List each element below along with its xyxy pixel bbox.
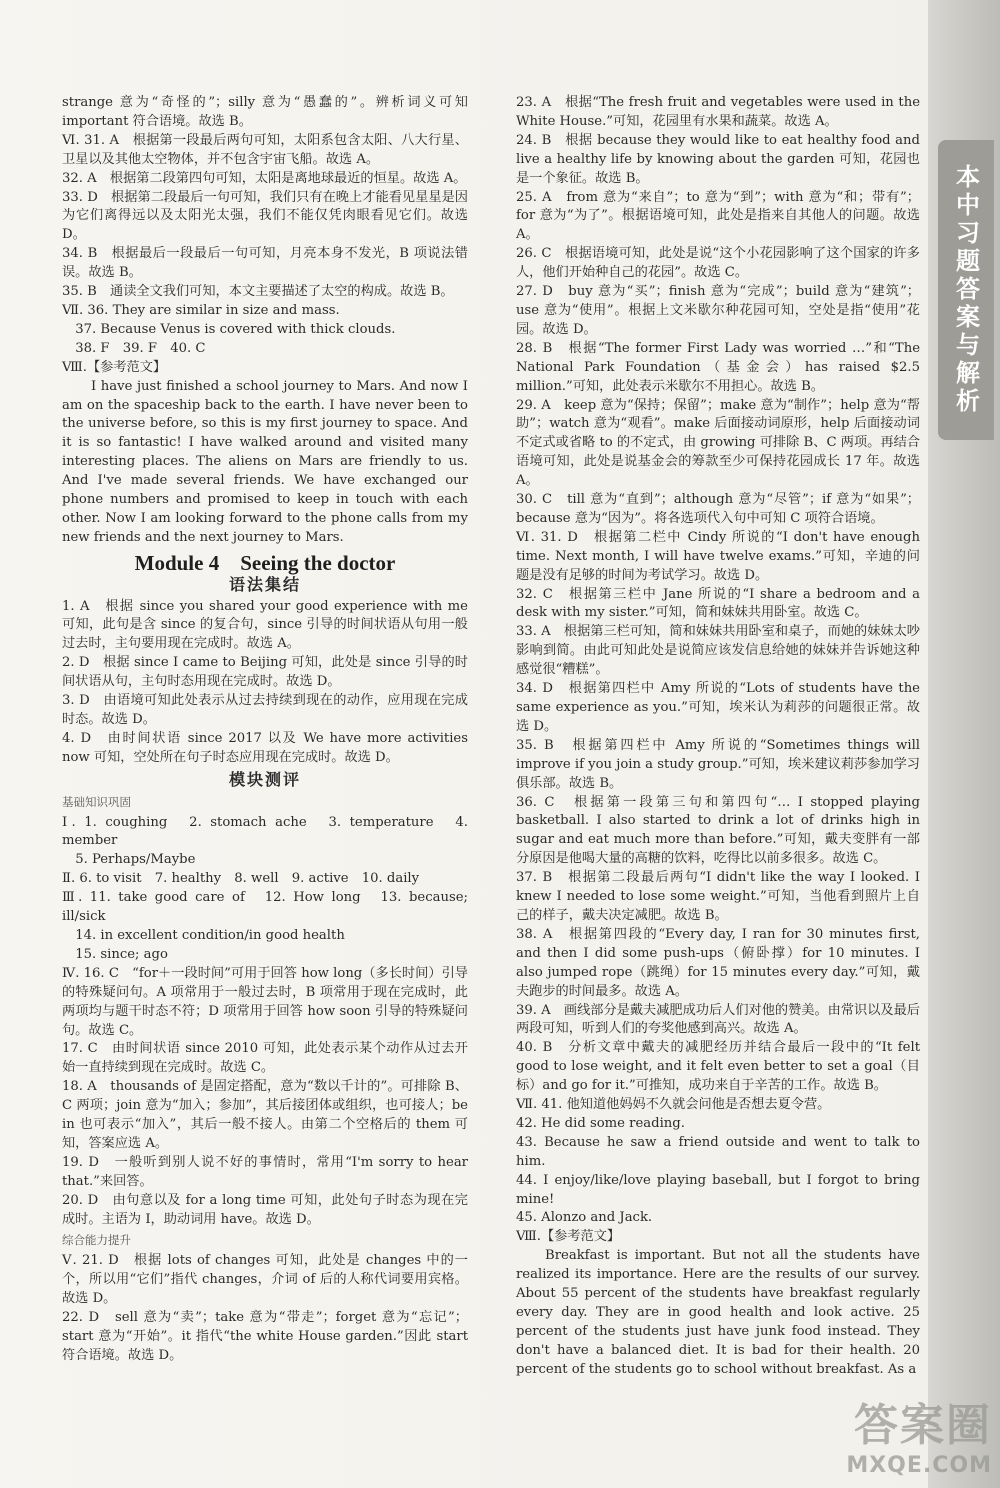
- answer-line: 44. I enjoy/like/love playing baseball, but I forgot to bring mine!: [516, 1172, 920, 1207]
- answer-line: Ⅵ. 31. A 根据第一段最后两句可知，太阳系包含太阳、八大行星、卫星以及其他太空物体，并不包含宇宙飞船。故选 A。: [62, 132, 468, 167]
- answer-line: 23. A 根据“The fresh fruit and vegetables were used in the White House.”可知，花园里有水果和蔬菜。故选 A。: [516, 95, 920, 129]
- answer-line: 43. Because he saw a friend outside and went to talk to him.: [516, 1134, 920, 1169]
- side-tab-label: [938, 140, 994, 440]
- answer-line: Ⅶ. 36. They are similar in size and mass.: [62, 302, 340, 318]
- answer-line: 22. D sell 意为“卖”；take 意为“带走”；forget 意为“忘记”；start 意为“开始”。it 指代“the white House garden.”因此 start 符合语境。故选 D。: [62, 1310, 468, 1363]
- answer-line: 18. A thousands of 是固定搭配，意为“数以千计的”。可排除 B、C 两项；join 意为“加入；参加”，其后接团体或组织，也可接人；be in 也可表示“加入”，其后一般不接人。由第二个空格后的 them 可知，答案应选 A。: [62, 1079, 468, 1151]
- answer-line: 1. A 根据 since you shared your good experience with me 可知，此句是含 since 的复合句，since 引导的时间状语从句用一般过去时，主句要用现在完成时。故选 A。: [62, 598, 468, 652]
- answer-line: 36. C 根据第一段第三句和第四句“… I stopped playing basketball. I also started to drink a lot of drinks high in sugar and eat much more than before.”可知，戴夫变胖有一部分原因是他喝大量的高糖的饮料，吃得比以前多很多。故选 C。: [516, 794, 920, 867]
- answer-line: Ⅴ. 21. D 根据 lots of changes 可知，此处是 changes 中的一个，所以用“它们”指代 changes，介词 of 后的人称代词要用宾格。故选 D。: [62, 1253, 468, 1307]
- basic-knowledge-label: 基础知识巩固: [62, 794, 131, 809]
- answer-line: Ⅲ. 11. take good care of 12. How long 13. because; ill/sick: [62, 890, 468, 925]
- answer-line: 17. C 由时间状语 since 2010 可知，此处表示某个动作从过去开始一直持续到现在完成时。故选 C。: [62, 1041, 468, 1076]
- answer-line: Ⅶ. 41. 他知道他妈妈不久就会问他是否想去夏令营。: [516, 1097, 831, 1113]
- answer-line: 35. B 根据第四栏中 Amy 所说的“Sometimes things will improve if you join a study group.”可知，埃米建议莉莎参加学习俱乐部。故选 B。: [516, 737, 920, 791]
- answer-line: 42. He did some reading.: [516, 1115, 685, 1131]
- answer-line: 24. B 根据 because they would like to eat healthy food and live a healthy life by knowing about the garden 可知，花园也是一个象征。故选 B。: [516, 132, 920, 186]
- answer-line: Ⅱ. 6. to visit 7. healthy 8. well 9. active 10. daily: [62, 871, 420, 887]
- answer-line: Ⅳ. 16. C “for＋一段时间”可用于回答 how long（多长时间）引导的特殊疑问句。A 项常用于一般过去时，B 项常用于现在完成时，此两项均与题干时态不符；D 项常用于回答 how soon 引导的特殊疑问句。故选 C。: [62, 965, 468, 1038]
- answer-line: 34. D 根据第四栏中 Amy 所说的“Lots of students have the same experience as you.”可知，埃米认为莉莎的问题很正常。故选 D。: [516, 681, 920, 734]
- comprehensive-ability-label: 综合能力提升: [62, 1233, 131, 1248]
- answer-line: 37. B 根据第二段最后两句“I didn't like the way I looked. I knew I needed to lose some weight.”可知，当他看到照片上自己的样子，戴夫决定减肥。故选 B。: [516, 870, 920, 923]
- answer-line: 20. D 由句意以及 for a long time 可知，此处句子时态为现在完成时。主语为 I，助动词用 have。故选 D。: [62, 1192, 468, 1227]
- answer-line: 35. B 通读全文我们可知，本文主要描述了太空的构成。故选 B。: [62, 284, 454, 300]
- watermark-sub: MXQE.COM: [846, 1453, 992, 1478]
- answer-line: 28. B 根据“The former First Lady was worried …”和“The National Park Foundation（基金会）has raised $2.5 million.”可知，此处表示米歇尔不用担心。故选 B。: [516, 340, 920, 394]
- answer-line: 38. F 39. F 40. C: [75, 340, 206, 356]
- watermark-main: 答案圈: [854, 1400, 992, 1451]
- answer-line: 40. B 分析文章中戴夫的减肥经历并结合最后一段中的“It felt good to lose weight, and it felt even better to set a goal（目标）and go for it.”可推知，成功来自于辛苦的工作。故选 B。: [516, 1040, 920, 1094]
- answer-line: 2. D 根据 since I came to Beijing 可知，此处是 since 引导的时间状语从句，主句时态用现在完成时。故选 D。: [62, 655, 468, 690]
- watermark: [846, 1389, 992, 1478]
- answer-line: 15. since; ago: [75, 946, 168, 962]
- answer-line: 26. C 根据语境可知，此处是说“这个小花园影响了这个国家的许多人，他们开始种自己的花园”。故选 C。: [516, 246, 920, 281]
- side-tab-text: 本中习题答案与解析: [951, 164, 980, 416]
- answer-line: 5. Perhaps/Maybe: [75, 852, 196, 868]
- answer-line: 34. B 根据最后一段最后一句可知，月亮本身不发光，B 项说法错误。故选 B。: [62, 246, 468, 281]
- answer-line: Ⅷ.【参考范文】: [62, 359, 167, 375]
- side-tab: [928, 0, 1000, 1488]
- answer-line: 29. A keep 意为“保持；保留”；make 意为“制作”；help 意为“帮助”；watch 意为“观看”。make 后面接动词原形，help 后面接动词不定式或省略 to 的不定式，由 growing 可排除 B、C 两项。再结合语境可知，此处是说基金会的筹款至少可保持花园成长 17 年。故选 A。: [516, 397, 920, 489]
- answer-line: 38. A 根据第四段的“Every day, I ran for 30 minutes first, and then I did some push-ups（俯卧撑）for 10 minutes. I also jumped rope（跳绳）for 15 minutes every day.”可知，戴夫跑步的时间最多。故选 A。: [516, 926, 920, 999]
- answer-line: strange 意为“奇怪的”；silly 意为“愚蠢的”。辨析词义可知 important 符合语境。故选 B。: [62, 95, 468, 129]
- test-section-title: 模块测评: [228, 769, 301, 789]
- answer-line: 30. C till 意为“直到”；although 意为“尽管”；if 意为“如果”；because 意为“因为”。将各选项代入句中可知 C 项符合语境。: [516, 492, 920, 526]
- answer-line: 4. D 由时间状语 since 2017 以及 We have more activities now 可知，空处所在句子时态应用现在完成时。故选 D。: [62, 730, 468, 765]
- module-title: Module 4 Seeing the doctor: [134, 550, 396, 575]
- answer-line: 19. D 一般听到别人说不好的事情时，常用“I'm sorry to hear that.”来回答。: [62, 1154, 468, 1189]
- answer-line: Ⅷ.【参考范文】: [516, 1229, 621, 1245]
- answer-line: 33. A 根据第三栏可知，简和妹妹共用卧室和桌子，而她的妹妹太吵影响到简。由此可知此处是说简应该发信息给她的妹妹并告诉她这种感觉很“糟糕”。: [516, 624, 920, 678]
- sample-essay: I have just finished a school journey to Mars. And now I am on the spaceship back to the earth. I have never been to the universe before, so this is my first journey to space. And it is so fantastic! I have walked around and visited many interesting places. The aliens on Mars are friendly to us. And I've made several friends. We have exchanged our phone numbers and promised to keep in touch with each other. Now I am looking forward to the phone calls from my new friends and the next journey to Mars.: [62, 378, 468, 545]
- answer-line: 39. A 画线部分是戴夫减肥成功后人们对他的赞美。由常识以及最后两段可知，听到人们的夸奖他感到高兴。故选 A。: [516, 1002, 920, 1037]
- answer-line: 33. D 根据第二段最后一句可知，我们只有在晚上才能看见星星是因为它们离得远以及太阳光太强，我们不能仅凭肉眼看见它们。故选 D。: [62, 189, 468, 243]
- answer-line: 32. C 根据第三栏中 Jane 所说的“I share a bedroom and a desk with my sister.”可知，简和妹妹共用卧室。故选 C。: [516, 586, 920, 621]
- answer-line: 27. D buy 意为“买”；finish 意为“完成”；build 意为“建筑”；use 意为“使用”。根据上文米歇尔种花园可知，空处是指“使用”花园。故选 D。: [516, 284, 920, 337]
- answer-line: 37. Because Venus is covered with thick clouds.: [75, 321, 396, 337]
- answer-line: Ⅰ. 1. coughing 2. stomach ache 3. temperature 4. member: [62, 814, 468, 849]
- answer-line: 14. in excellent condition/in good health: [75, 927, 345, 943]
- answer-line: Ⅵ. 31. D 根据第二栏中 Cindy 所说的“I don't have enough time. Next month, I will have twelve exams.”可知，辛迪的问题是没有足够的时间为考试学习。故选 D。: [516, 529, 920, 583]
- right-column: [516, 94, 920, 1380]
- grammar-section-title: 语法集结: [228, 574, 301, 594]
- answer-line: 3. D 由语境可知此处表示从过去持续到现在的动作，应用现在完成时态。故选 D。: [62, 693, 468, 727]
- sample-essay: Breakfast is important. But not all the students have realized its importance. Here are the results of our survey. About 55 percent of the students have breakfast regularly every day. They are in good health and look active. 25 percent of the students just have junk food instead. They don't have a balanced diet. It is bad for their health. 20 percent of the students go to school without breakfast. As a: [516, 1248, 920, 1377]
- answer-line: 45. Alonzo and Jack.: [516, 1210, 653, 1226]
- left-column: [62, 94, 468, 1366]
- answer-line: 32. A 根据第二段第四句可知，太阳是离地球最近的恒星。故选 A。: [62, 170, 467, 186]
- answer-line: 25. A from 意为“来自”；to 意为“到”；with 意为“和；带有”；for 意为“为了”。根据语境可知，此处是指来自其他人的问题。故选 A。: [516, 189, 920, 243]
